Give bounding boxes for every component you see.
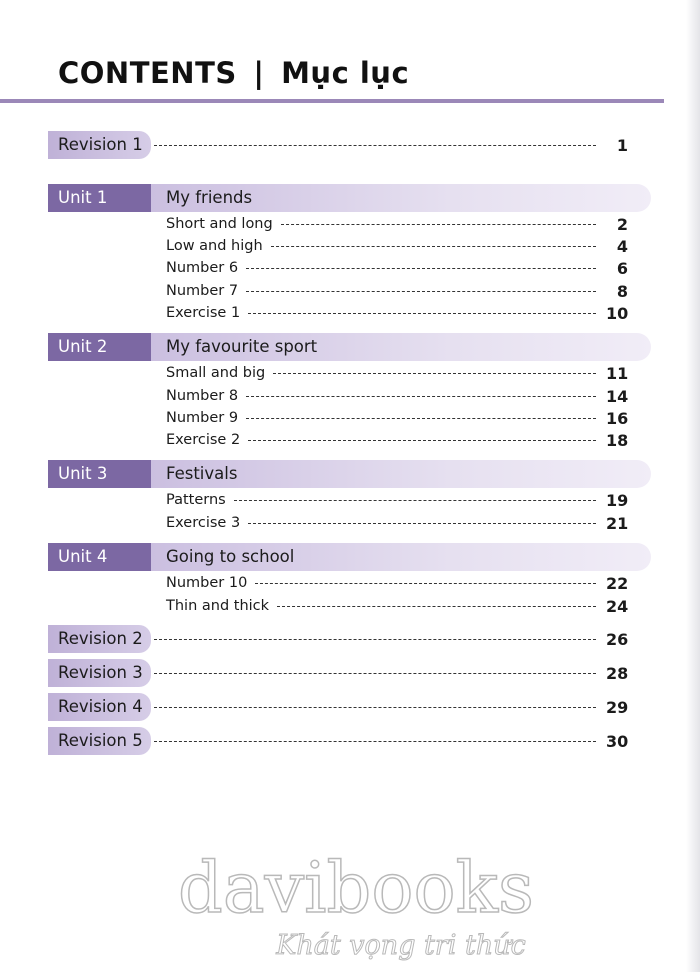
toc-entry-page: 18 xyxy=(606,430,629,450)
toc-entry[interactable] xyxy=(166,407,628,429)
title-vietnamese: Mục lục xyxy=(281,56,410,90)
leader-dashes xyxy=(248,523,596,524)
toc-entry-label: Number 6 xyxy=(166,260,239,276)
revision-2-tab[interactable]: Revision 2 xyxy=(48,625,151,653)
toc-entry-page: 11 xyxy=(606,363,629,383)
davibooks-watermark-logo xyxy=(156,842,556,962)
leader-dashes xyxy=(246,291,596,292)
toc-entry-label: Exercise 2 xyxy=(166,432,241,448)
toc-entry[interactable] xyxy=(166,572,628,594)
toc-entry-label: Short and long xyxy=(166,216,273,232)
toc-entry-label: Number 9 xyxy=(166,410,239,426)
toc-entry[interactable] xyxy=(166,280,628,302)
leader-dashes xyxy=(154,741,596,742)
revision-3-page: 28 xyxy=(606,663,629,683)
title-rule xyxy=(0,99,664,103)
toc-entry-page: 21 xyxy=(606,513,629,533)
toc-entry-label: Number 8 xyxy=(166,388,239,404)
page-title xyxy=(58,56,409,90)
toc-entry[interactable] xyxy=(166,512,628,534)
unit-4-tab[interactable]: Unit 4 xyxy=(48,543,151,571)
watermark-slogan: Khát vọng tri thức xyxy=(276,930,526,961)
toc-entry-label: Thin and thick xyxy=(166,598,270,614)
leader-dashes xyxy=(154,707,596,708)
toc-entry-page: 14 xyxy=(606,386,629,406)
toc-entry[interactable] xyxy=(166,362,628,384)
revision-1-tab[interactable]: Revision 1 xyxy=(48,131,151,159)
unit-3-tab[interactable]: Unit 3 xyxy=(48,460,151,488)
toc-entry-label: Low and high xyxy=(166,238,263,254)
unit-1-title[interactable]: My friends xyxy=(166,188,253,207)
unit-4-title[interactable]: Going to school xyxy=(166,547,295,566)
unit-3-title[interactable]: Festivals xyxy=(166,464,238,483)
revision-4-tab[interactable]: Revision 4 xyxy=(48,693,151,721)
leader-dashes xyxy=(271,246,596,247)
title-english: CONTENTS xyxy=(58,56,237,90)
revision-4-page: 29 xyxy=(606,697,629,717)
toc-entry-page: 24 xyxy=(606,596,629,616)
revision-2-leader xyxy=(154,625,628,653)
watermark-brand: davibooks xyxy=(178,847,534,929)
toc-entry-page: 10 xyxy=(606,303,629,323)
revision-3-leader xyxy=(154,659,628,687)
toc-entry[interactable] xyxy=(166,257,628,279)
leader-dashes xyxy=(154,145,596,146)
leader-dashes xyxy=(246,418,596,419)
leader-dashes xyxy=(281,224,596,225)
toc-entry-page: 6 xyxy=(616,258,628,278)
revision-1-page: 1 xyxy=(616,135,628,155)
toc-entry[interactable] xyxy=(166,302,628,324)
unit-2-title[interactable]: My favourite sport xyxy=(166,337,318,356)
toc-entry-label: Exercise 3 xyxy=(166,515,241,531)
leader-dashes xyxy=(273,373,596,374)
revision-5-page: 30 xyxy=(606,731,629,751)
leader-dashes xyxy=(248,440,596,441)
leader-dashes xyxy=(248,313,596,314)
toc-entry-label: Number 7 xyxy=(166,283,239,299)
toc-entry-label: Exercise 1 xyxy=(166,305,241,321)
toc-entry[interactable] xyxy=(166,213,628,235)
toc-entry-page: 16 xyxy=(606,408,629,428)
toc-entry-page: 19 xyxy=(606,490,629,510)
toc-entry[interactable] xyxy=(166,429,628,451)
leader-dashes xyxy=(246,396,596,397)
toc-entry[interactable] xyxy=(166,595,628,617)
leader-dashes xyxy=(234,500,596,501)
toc-entry[interactable] xyxy=(166,235,628,257)
toc-entry[interactable] xyxy=(166,489,628,511)
revision-5-leader xyxy=(154,727,628,755)
toc-entry-page: 22 xyxy=(606,573,629,593)
toc-entry-label: Patterns xyxy=(166,492,226,508)
revision-1-leader xyxy=(154,131,628,159)
leader-dashes xyxy=(154,639,596,640)
unit-2-tab[interactable]: Unit 2 xyxy=(48,333,151,361)
toc-entry-page: 8 xyxy=(616,281,628,301)
toc-entry-page: 4 xyxy=(616,236,628,256)
leader-dashes xyxy=(277,606,596,607)
unit-1-tab[interactable]: Unit 1 xyxy=(48,184,151,212)
title-separator: | xyxy=(253,56,265,90)
toc-entry-label: Number 10 xyxy=(166,575,248,591)
page-edge-shadow xyxy=(686,0,700,972)
revision-5-tab[interactable]: Revision 5 xyxy=(48,727,151,755)
leader-dashes xyxy=(246,268,596,269)
revision-4-leader xyxy=(154,693,628,721)
toc-entry-label: Small and big xyxy=(166,365,266,381)
toc-entry-page: 2 xyxy=(616,214,628,234)
leader-dashes xyxy=(255,583,596,584)
revision-3-tab[interactable]: Revision 3 xyxy=(48,659,151,687)
leader-dashes xyxy=(154,673,596,674)
toc-entry[interactable] xyxy=(166,385,628,407)
revision-2-page: 26 xyxy=(606,629,629,649)
